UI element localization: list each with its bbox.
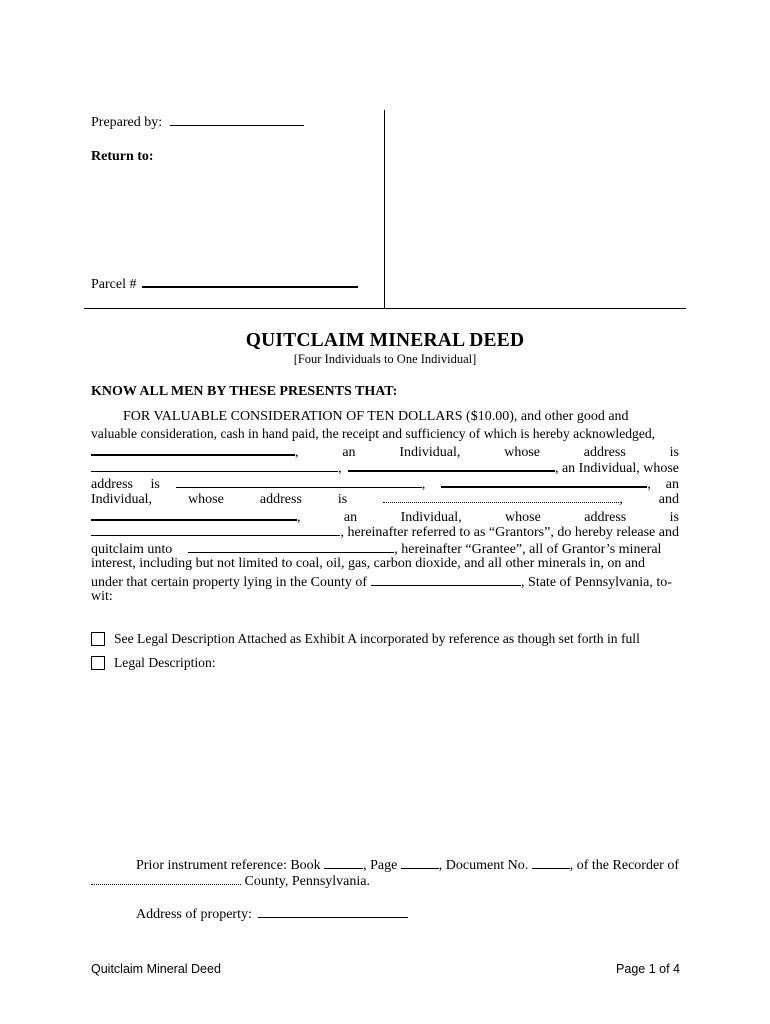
grantor-2-address-field[interactable] bbox=[176, 475, 422, 488]
header-horizontal-divider bbox=[84, 308, 686, 309]
footer-title: Quitclaim Mineral Deed bbox=[91, 962, 221, 976]
grantor-3-name-field[interactable] bbox=[441, 474, 647, 488]
page-field[interactable] bbox=[401, 856, 439, 869]
body-line-12 bbox=[91, 589, 679, 605]
know-all-heading: KNOW ALL MEN BY THESE PRESENTS THAT: bbox=[91, 384, 398, 399]
grantor-2-name-field[interactable] bbox=[348, 458, 555, 472]
page-number: Page 1 of 4 bbox=[616, 962, 680, 976]
parcel-field[interactable] bbox=[142, 274, 358, 288]
address-of-property-line bbox=[136, 905, 408, 923]
prepared-by-line bbox=[91, 113, 304, 131]
address-of-property-field[interactable] bbox=[258, 905, 408, 918]
wit-text: wit: bbox=[91, 589, 113, 604]
county-pennsylvania-line bbox=[91, 872, 370, 890]
interest-line-text: interest, including but not limited to coal, oil, gas, carbon dioxide, and all other minerals in, on and bbox=[91, 556, 646, 571]
document-no-label: , Document No. bbox=[438, 858, 529, 873]
body-line-7: , an Individual, whose address is bbox=[91, 507, 679, 523]
document-subtitle: [Four Individuals to One Individual] bbox=[293, 352, 477, 366]
prepared-by-field[interactable] bbox=[170, 113, 304, 126]
body-line-1-text: FOR VALUABLE CONSIDERATION OF TEN DOLLARS ($10.00), and other good and bbox=[123, 409, 629, 424]
exhibit-a-label: See Legal Description Attached as Exhibit A incorporated by reference as though set forth in full bbox=[114, 631, 640, 646]
parcel-label: Parcel # bbox=[91, 277, 137, 292]
body-line-5: address is , , an bbox=[91, 474, 679, 490]
body-line-4: , , an Individual, whose bbox=[91, 458, 679, 474]
exhibit-a-checkbox[interactable] bbox=[91, 632, 105, 646]
grantor-1-address-field[interactable] bbox=[91, 459, 338, 472]
legal-description-label: Legal Description: bbox=[114, 655, 216, 670]
header-vertical-divider bbox=[384, 110, 385, 308]
document-no-field[interactable] bbox=[532, 856, 570, 869]
county-field[interactable] bbox=[371, 573, 521, 586]
county-suffix-text: , State of Pennsylvania, to- bbox=[521, 575, 672, 590]
recorder-label: , of the Recorder of bbox=[569, 858, 679, 873]
address-of-property-label: Address of property: bbox=[136, 907, 252, 922]
prior-instrument-line bbox=[136, 856, 679, 872]
body-line-11 bbox=[91, 573, 679, 589]
grantee-text: , hereinafter “Grantee”, all of Grantor’s mineral bbox=[394, 542, 662, 557]
return-to-label: Return to: bbox=[91, 149, 154, 164]
grantee-name-field[interactable] bbox=[188, 540, 394, 553]
grantor-3-address-field[interactable] bbox=[383, 490, 619, 503]
body-line-3: , an Individual, whose address is bbox=[91, 442, 679, 458]
an-individual-whose-text: , an Individual, whose bbox=[554, 461, 679, 476]
quitclaim-unto-text: quitclaim unto bbox=[91, 542, 173, 557]
grantor-4-address-field[interactable] bbox=[91, 523, 340, 536]
legal-description-checkbox[interactable] bbox=[91, 656, 105, 670]
parcel-line bbox=[91, 274, 358, 293]
county-pennsylvania-text: County, Pennsylvania. bbox=[244, 874, 370, 889]
document-title: QUITCLAIM MINERAL DEED bbox=[245, 330, 525, 351]
body-line-8 bbox=[91, 523, 679, 539]
grantor-1-name-field[interactable] bbox=[91, 442, 295, 456]
book-label: Prior instrument reference: Book bbox=[136, 858, 321, 873]
county-prefix-text: under that certain property lying in the County of bbox=[91, 575, 368, 590]
prepared-by-label: Prepared by: bbox=[91, 115, 163, 130]
body-line-6: Individual, whose address is , and bbox=[91, 492, 679, 507]
body-line-10 bbox=[91, 556, 679, 572]
recorder-county-field[interactable] bbox=[91, 872, 241, 885]
page-label: , Page bbox=[363, 858, 398, 873]
exhibit-a-option[interactable] bbox=[91, 631, 640, 647]
body-line-2 bbox=[91, 426, 679, 442]
body-line-9 bbox=[91, 540, 679, 556]
book-field[interactable] bbox=[324, 856, 363, 869]
legal-description-option[interactable] bbox=[91, 655, 216, 671]
body-line-1 bbox=[91, 409, 679, 425]
grantor-4-name-field[interactable] bbox=[91, 507, 297, 521]
grantors-text: , hereinafter referred to as “Grantors”, do hereby release and bbox=[340, 525, 679, 540]
body-line-2-text: valuable consideration, cash in hand paid, the receipt and sufficiency of which is hereby acknowledged, bbox=[91, 426, 656, 441]
